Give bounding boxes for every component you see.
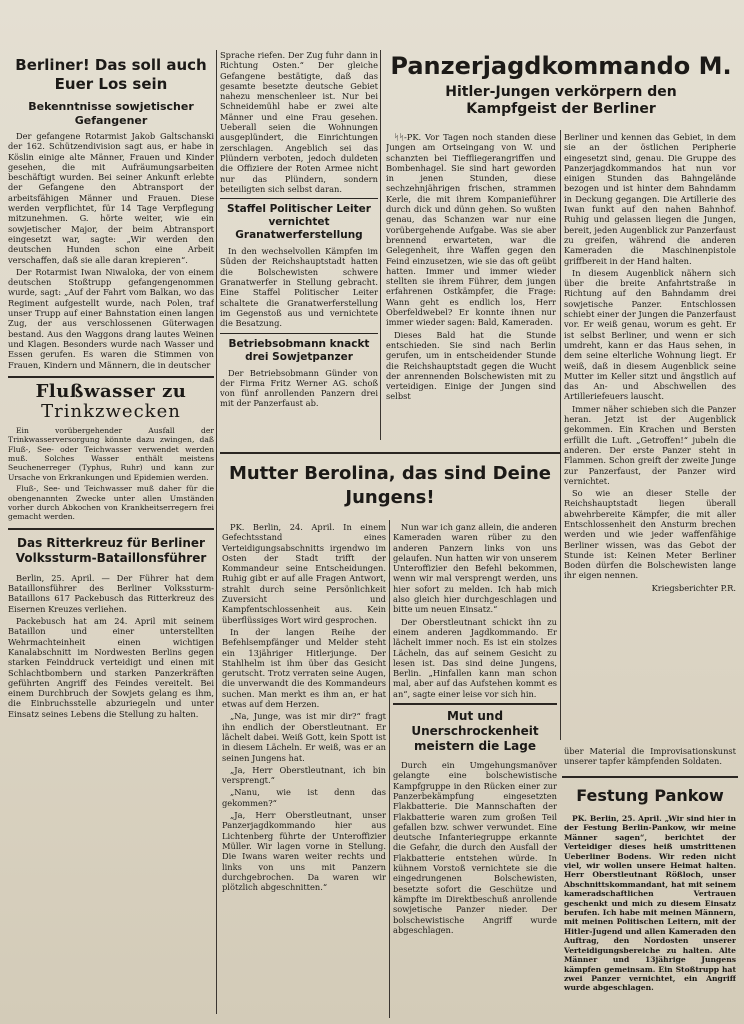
mutter-rule-mid [393, 703, 557, 705]
mutter-paragraph-2: In der langen Reihe der Befehlsempfänger und Melder steht ein 13jähriger Hitlerjunge. Der Stahlhelm ist ihm über das Gesicht gerutscht. Trotz verraten seine Augen, die unverwandt die des Kommandeurs suchen. Man merkt es ihm an, er hat etwas auf dem Herzen. [222, 626, 386, 710]
mutter-column-2 [393, 522, 557, 1018]
mutter-paragraph-9: über Material die Improvisationskunst unserer tapfer kämpfenden Soldaten. [564, 746, 736, 767]
pankow-headline: Festung Pankow [576, 786, 724, 805]
panzerjagd-subheadline: Hitler-Jungen verkörpern den Kampfgeist der Berliner [445, 84, 677, 117]
panzerjagd-byline: Kriegsberichter P.R. [651, 582, 736, 593]
left-rule-2 [8, 528, 214, 530]
betriebsobmann-headline: Betriebsobmann knackt drei Sowjetpanzer [228, 337, 370, 363]
mutter-column-3 [564, 746, 736, 786]
middle-column [220, 50, 378, 448]
galtschanski-paragraph: Der gefangene Rotarmist Jakob Galtschanski der 162. Schützendivision sagt aus, er habe in Köslin einige alte Männer, Frauen und Kinder gesehen, die mit Aufräumungsarbeiten beschäftigt wurden. Bei seiner Ankunft erlebte der Gefangene den Abtransport der arbeitsfähigen Männer und Frauen. Diese werden verpflichtet, für 14 Tage Verpflegung mitzunehmen. G. hörte weiter, wie ein sowjetischer Major, der beim Abtransport eingesetzt war, sagte: „Wir werden den deutschen Hunden schon eine Arbeit verschaffen, daß sie alle daran krepieren“. [8, 131, 214, 265]
mutter-paragraph-3: „Na, Junge, was ist mir dir?“ fragt ihn endlich der Oberstleutnant. Er lächelt dabei. Weiß Gott, kein Spott ist in diesem Lächeln. Er weiß, was er an seinen Jungens hat. [222, 711, 386, 763]
staffel-headline: Staffel Politischer Leiter vernichtet Granatwerferstellung [227, 203, 371, 242]
mid-rule-2 [220, 333, 378, 334]
pankow-paragraph: PK. Berlin, 25. April. „Wir sind hier in der Festung Berlin-Pankow, wir meine Männer sagen“, berichtet der Verteidiger dieses heiß umstrittenen Ueberliner Bodens. Wir reden nicht viel, wir wollen unsere Heimat halten. Herr Oberstleutnant Rößloch, unser Abschnittskommandant, hat mit seinem kameradschaftlichen Vertrauen geschenkt und mich zu diesem Einsatz berufen. Ich habe mit meinen Männern, mit meinen Politischen Leitern, mit der Hitler-Jugend und allen Kameraden den Auftrag, den Nordosten unserer Verteidigungsbereiche zu halten. Alte Männer und 13jährige Jungens kämpfen gemeinsam. Ein Stoßtrupp hat zwei Panzer vernichtet, ein Angriff wurde abgeschlagen. [564, 814, 736, 993]
staffel-paragraph: In den wechselvollen Kämpfen im Süden der Reichshauptstadt hatten die Bolschewisten schwere Granatwerfer in Stellung gebracht. Eine Staffel Politischer Leiter schaltete die Granatwerferstellung im Gegenstoß aus und vernichtete die Besatzung. [220, 246, 378, 329]
panzerjagd-paragraph-5: Immer näher schieben sich die Panzer heran. Jetzt ist der Augenblick gekommen. Ein Krachen und Bersten erfüllt die Luft. „Getroffen!“ jubeln die anderen. Der erste Panzer steht in Flammen. Schon greift der zweite Junge zur Panzerfaust, der Panzer wird vernichtet. [564, 403, 736, 486]
panzerjagd-column-2 [564, 132, 736, 740]
mutter-paragraph-1: PK. Berlin, 24. April. In einem Gefechtsstand eines Verteidigungsabschnitts irgendwo im Osten der Stadt trifft der Kommandeur seine Entscheidungen. Ruhig gibt er auf alle Fragen Antwort, strahlt durch seine Persönlichkeit Zuversicht und Kampfentschlossenheit aus. Kein überflüssiges Wort wird gesprochen. [222, 522, 386, 625]
column-divider-2 [380, 50, 381, 440]
pankow-column [564, 814, 736, 1020]
berliner-headline: Berliner! Das soll auch Euer Los sein [15, 56, 207, 93]
mid-paragraph-1: Sprache riefen. Der Zug fuhr dann in Richtung Osten.“ Der gleiche Gefangene bestätigte, daß das gesamte besetzte deutsche Gebiet nahezu menschenleer ist. Nur bei Schneidemühl habe er zwei alte Männer und eine Frau gesehen. Ueberall seien die Wohnungen ausgeplündert, die Einrichtungen zerschlagen. Angeblich sei das Plündern verboten, jedoch duldeten die Offiziere der Roten Armee nicht nur das Plündern, sondern beteiligten sich selbst daran. [220, 50, 378, 194]
pankow-rule-top [562, 776, 738, 778]
mutter-paragraph-5: „Nanu, wie ist denn das gekommen?“ [222, 787, 386, 808]
left-column [8, 52, 214, 1020]
ritterkreuz-paragraph-1: Berlin, 25. April. — Der Führer hat dem Bataillonsführer des Berliner Volkssturm-Bataillons 617 Packebusch das Ritterkreuz des Eisernen Kreuzes verliehen. [8, 572, 214, 614]
flusswasser-paragraph-2: Fluß-, See- und Teichwasser muß daher für die obengenannten Zwecke unter allen Umständen vorher durch Abkochen von Krankheitserregern frei gemacht werden. [8, 484, 214, 522]
betriebsobmann-paragraph: Der Betriebsobmann Günder von der Firma Fritz Werner AG. schoß von fünf anrollenden Panzern drei mit der Panzerfaust ab. [220, 367, 378, 409]
flusswasser-headline-2: Trinkzwecken [41, 400, 181, 422]
panzerjagd-headline: Panzerjagdkommando M. [390, 52, 732, 80]
mutter-paragraph-7: Nun war ich ganz allein, die anderen Kameraden waren rüber zu den anderen Panzern links von uns gelaufen. Nun hatten wir von unserem Unteroffizier den Befehl bekommen, wenn wir mal versprengt werden, uns hier sofort zu melden. Ich hab mich also gleich hier durchgeschlagen und bitte um neuen Einsatz.“ [393, 522, 557, 615]
panzerjagd-headline-block [384, 52, 738, 118]
ritterkreuz-headline: Das Ritterkreuz für Berliner Volkssturm-Bataillonsführer [15, 535, 207, 566]
mutter-paragraph-6: „Ja, Herr Oberstleutnant, unser Panzerjagdkommando hier aus Lichtenberg führte der Unteroffizier Müller. Wir lagen vorne in Stellung. Die Iwans waren weiter rechts und links von uns mit Panzern durchgebrochen. Da waren wir plötzlich abgeschnitten.“ [222, 810, 386, 893]
column-divider-4 [389, 520, 390, 1018]
flusswasser-headline-1: Flußwasser zu [35, 380, 187, 402]
niwaloka-paragraph: Der Rotarmist Iwan Niwaloka, der von einem deutschen Stoßtrupp gefangengenommen wurde, sagt: „Auf der Fahrt vom Balkan, wo das Regiment aufgestellt wurde, nach Polen, traf unser Trupp auf einer Bahnstation einen langen Zug, der aus verschlossenen Güterwagen bestand. Aus den Waggons drang lautes Weinen und Klagen. Besonders wurde nach Wasser und Essen gerufen. Es waren die Stimmen von Frauen, Kindern und Männern, die in deutscher [8, 266, 214, 370]
panzerjagd-paragraph-1: ᛋᛋ-PK. Vor Tagen noch standen diese Jungen am Ortseingang von W. und schanzten bei Tieffliegerangriffen und Bombenhagel. Sie sind hart geworden in jenen Stunden, diese sechzehnjährigen frischen, strammen Kerle, die mit ihrem Kompanieführer durch dick und dünn gehen. So wußten genau, das Schanzen war nur eine vorübergehende Aufgabe. Was sie aber brennend erwarteten, war die Gelegenheit, ihre Waffen gegen den Feind einzusetzen, wie sie das oft geübt hatten. Immer und immer wieder stellten sie ihrem Führer, dem jungen erfahrenen Ostkämpfer, die Frage: Wann geht es endlich los, Herr Oberfeldwebel? Er konnte ihnen nur immer wieder sagen: Bald, Kameraden. [386, 132, 556, 328]
mutter-rule-top [220, 452, 560, 454]
left-rule-1 [8, 376, 214, 378]
panzerjagd-paragraph-4: In diesem Augenblick nähern sich über die breite Anfahrtstraße in Richtung auf den Bahndamm drei sowjetische Panzer. Entschlossen schiebt einer der Jungen die Panzerfaust vor. Er weiß genau, worum es geht. Er ist selbst Berliner, und wenn er sich umdreht, kann er das Haus sehen, in dem seine elterliche Wohnung liegt. Er weiß, daß in diesem Augenblick seine Mutter im Keller sitzt und ängstlich auf das An- und Abschwellen des Artilleriefeuers lauscht. [564, 267, 736, 402]
panzerjagd-column-1 [386, 132, 556, 442]
mutter-column-1 [222, 522, 386, 1018]
mut-headline: Mut und Unerschrockenheit meistern die Lage [411, 709, 539, 754]
panzerjagd-paragraph-2: Dieses Bald hat die Stunde entschieden. Sie sind nach Berlin gerufen, um in entscheidender Stunde die Reichshauptstadt gegen die Wucht der anrennenden Bolschewisten mit zu verteidigen. Einige der Jungen sind selbst [386, 329, 556, 402]
berliner-subheadline: Bekenntnisse sowjetischer Gefangener [28, 100, 194, 127]
column-divider-3 [560, 130, 561, 740]
mut-paragraph: Durch ein Umgehungsmanöver gelangte eine bolschewistische Kampfgruppe in den Rücken einer zur Panzerbekämpfung eingesetzten Flakbatterie. Die Mannschaften der Flakbatterie waren zum großen Teil gefallen bzw. schwer verwundet. Eine deutsche Infanteriegruppe erkannte die Gefahr, die durch den Ausfall der Flakbatterie entstehen würde. In kühnem Vorstoß vernichtete sie die eingedrungenen Bolschewisten, besetzte sofort die Geschütze und kämpfte im Direktbeschuß anrollende sowjetische Panzer nieder. Der bolschewistische Angriff wurde abgeschlagen. [393, 760, 557, 935]
mid-rule-1 [220, 198, 378, 199]
column-divider-1 [216, 50, 217, 1014]
ritterkreuz-paragraph-2: Packebusch hat am 24. April mit seinem Bataillon und einer unterstellten Wehrmachteinheit einen wichtigen Kanalabschnitt im Nordwesten Berlins gegen starken Feinddruck verteidigt und einen mit Schlachtbombern und starken Panzerkräften geführten Angriff des Feindes vereitelt. Bei einem Durchbruch der Sowjets gelang es ihm, die Einbruchsstelle abzuriegeln und unter Einsatz seines Lebens die Stellung zu halten. [8, 616, 214, 719]
panzerjagd-paragraph-6: So wie an dieser Stelle der Reichshauptstadt liegen überall abwehrbereite Kämpfer, die mit aller Entschlossenheit den Ansturm brechen werden und wie jeder waffenfähige Berliner wissen, was das Gebot der Stunde ist: Keinen Meter Berliner Boden dürfen die Bolschewisten lange ihr eigen nennen. [564, 488, 736, 581]
mutter-paragraph-8: Der Oberstleutnant schickt ihn zu einem anderen Jagdkommando. Er lächelt immer noch. Es ist ein stolzes Lächeln, das auf seinem Gesicht zu lesen ist. Das sind deine Jungens, Berlin. „Hinfallen kann man schon mal, aber auf das Aufstehen kommt es an“, sagte einer leise vor sich hin. [393, 616, 557, 699]
flusswasser-paragraph-1: Ein vorübergehender Ausfall der Trinkwasserversorgung könnte dazu zwingen, daß Fluß-, See- oder Teichwasser verwendet werden muß. Solches Wasser enthält meistens Seuchenerreger (Typhus, Ruhr) und kann zur Ursache von Erkrankungen und Epidemien werden. [8, 425, 214, 482]
panzerjagd-paragraph-3: Berliner und kennen das Gebiet, in dem sie an der östlichen Peripherie eingesetzt sind, genau. Die Gruppe des Panzerjagdkommandos hat nun vor einigen Stunden das Bahngelände bezogen und ist hinter dem Bahndamm in Deckung gegangen. Die Artillerie des Iwan funkt auf den nahen Bahnhof. Ruhig und gelassen liegen die Jungen, bereit, jeden Augenblick zur Panzerfaust zu greifen, während die anderen Kameraden die Maschinenpistole griffbereit in der Hand halten. [564, 132, 736, 266]
mutter-headline: Mutter Berolina, das sind Deine Jungens! [228, 463, 552, 508]
mutter-paragraph-4: „Ja, Herr Oberstleutnant, ich bin versprengt.“ [222, 764, 386, 786]
